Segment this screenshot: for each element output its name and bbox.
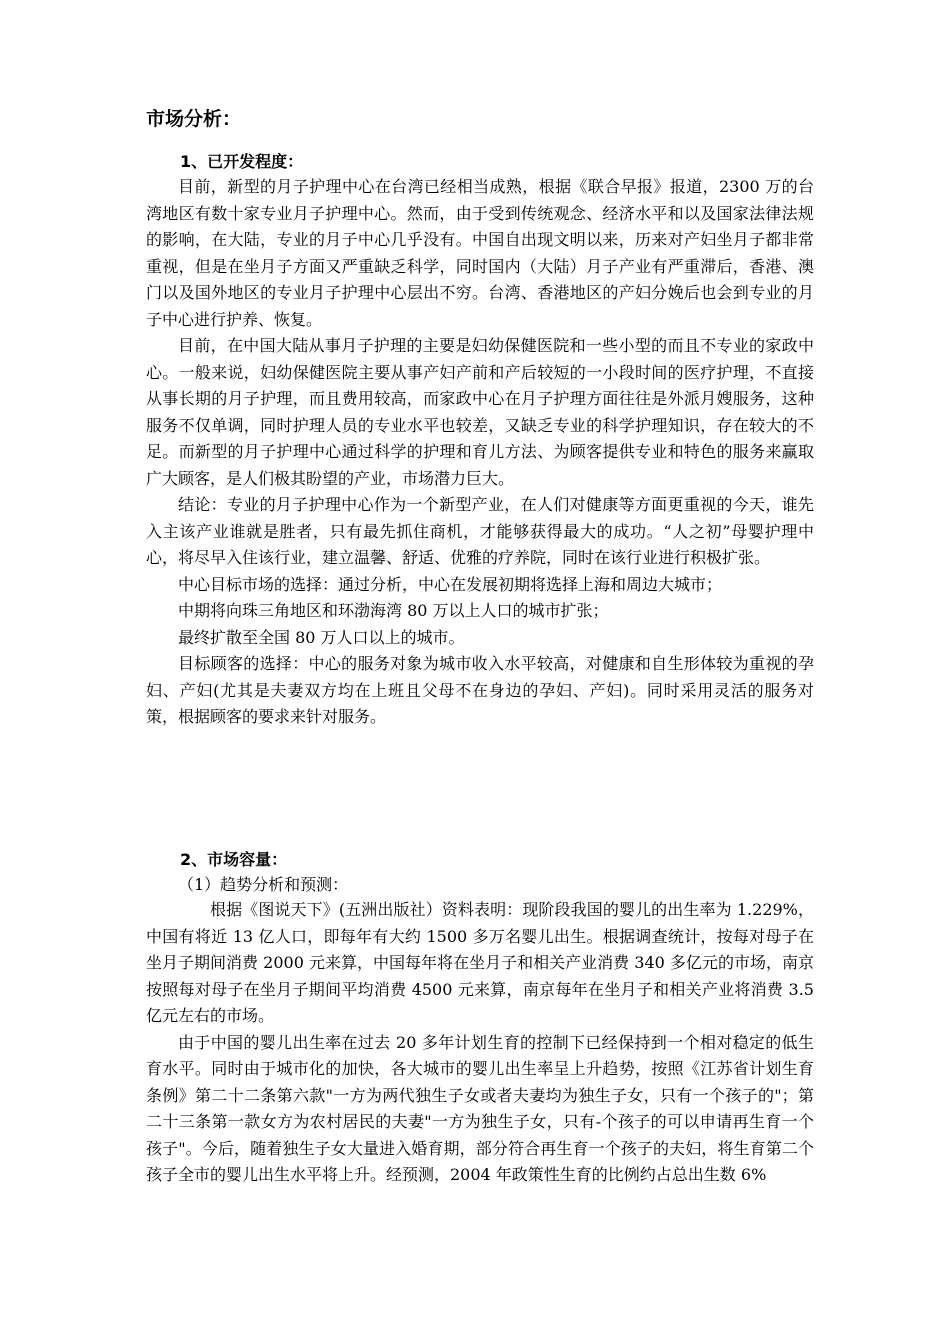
section-1-body xyxy=(146,174,814,731)
paragraph: 目前，在中国大陆从事月子护理的主要是妇幼保健医院和一些小型的而且不专业的家政中心。一般来说，妇幼保健医院主要从事产妇产前和产后较短的一小段时间的医疗护理，不直接从事长期的月子护理，而且费用较高，而家政中心在月子护理方面往往是外派月嫂服务，这种服务不仅单调，同时护理人员的专业水平也较差，又缺乏专业的科学护理知识，存在较大的不足。而新型的月子护理中心通过科学的护理和育儿方法、为顾客提供专业和特色的服务来赢取广大顾客，是人们极其盼望的产业，市场潜力巨大。 xyxy=(146,336,814,488)
paragraph: 目标顾客的选择：中心的服务对象为城市收入水平较高，对健康和自生形体较为重视的孕妇、产妇(尤其是夫妻双方均在上班且父母不在身边的孕妇、产妇)。同时采用灵活的服务对策，根据顾客的要求来针对服务。 xyxy=(146,654,814,726)
section-2-body xyxy=(146,897,814,1189)
paragraph: 结论：专业的月子护理中心作为一个新型产业，在人们对健康等方面更重视的今天，谁先入主该产业谁就是胜者，只有最先抓住商机，才能够获得最大的成功。“人之初”母婴护理中心，将尽早入住该行业，建立温馨、舒适、优雅的疗养院，同时在该行业进行积极扩张。 xyxy=(146,495,814,567)
paragraph: 中期将向珠三角地区和环渤海湾 80 万以上人口的城市扩张； xyxy=(178,601,609,620)
paragraph: 中心目标市场的选择：通过分析，中心在发展初期将选择上海和周边大城市； xyxy=(178,574,723,594)
section-2-subheading: （1）趋势分析和预测： xyxy=(178,875,349,894)
section-1-heading: 1、已开发程度： xyxy=(180,152,304,171)
paragraph: 由于中国的婴儿出生率在过去 20 多年计划生育的控制下已经保持到一个相对稳定的低生育水平。同时由于城市化的加快，各大城市的婴儿出生率呈上升趋势，按照《江苏省计划生育条例》第二十二条第六款"一方为两代独生子女或者夫妻均为独生子女，只有一个孩子的"；第二十三条第一款女方为农村居民的夫妻"一方为独生子女，只有-个孩子的可以申请再生育一个孩子"。今后，随着独生子女大量进入婚育期，部分符合再生育一个孩子的夫妇，将生育第二个孩子全市的婴儿出生水平将上升。经预测，2004 年政策性生育的比例约占总出生数 6% xyxy=(146,1032,814,1184)
page-title: 市场分析： xyxy=(146,108,242,130)
section-2-heading: 2、市场容量： xyxy=(180,850,288,869)
paragraph: 最终扩散至全国 80 万人口以上的城市。 xyxy=(178,627,465,647)
paragraph: 根据《图说天下》(五洲出版社）资料表明：现阶段我国的婴儿的出生率为 1.229%，中国有将近 13 亿人口，即每年有大约 1500 多万名婴儿出生。根据调查统计，按每对母子在坐月子期间消费 2000 元来算，中国每年将在坐月子和相关产业消费 340 多亿元的市场，南京按照每对母子在坐月子期间平均消费 4500 元来算，南京每年在坐月子和相关产业将消费 3.5 亿元左右的市场。 xyxy=(146,900,814,1025)
paragraph: 目前，新型的月子护理中心在台湾已经相当成熟，根据《联合早报》报道，2300 万的台湾地区有数十家专业月子护理中心。然而，由于受到传统观念、经济水平和以及国家法律法规的影响，在大陆，专业的月子中心几乎没有。中国自出现文明以来，历来对产妇坐月子都非常重视，但是在坐月子方面又严重缺乏科学，同时国内（大陆）月子产业有严重滞后，香港、澳门以及国外地区的专业月子护理中心层出不穷。台湾、香港地区的产妇分娩后也会到专业的月子中心进行护养、恢复。 xyxy=(146,177,814,329)
